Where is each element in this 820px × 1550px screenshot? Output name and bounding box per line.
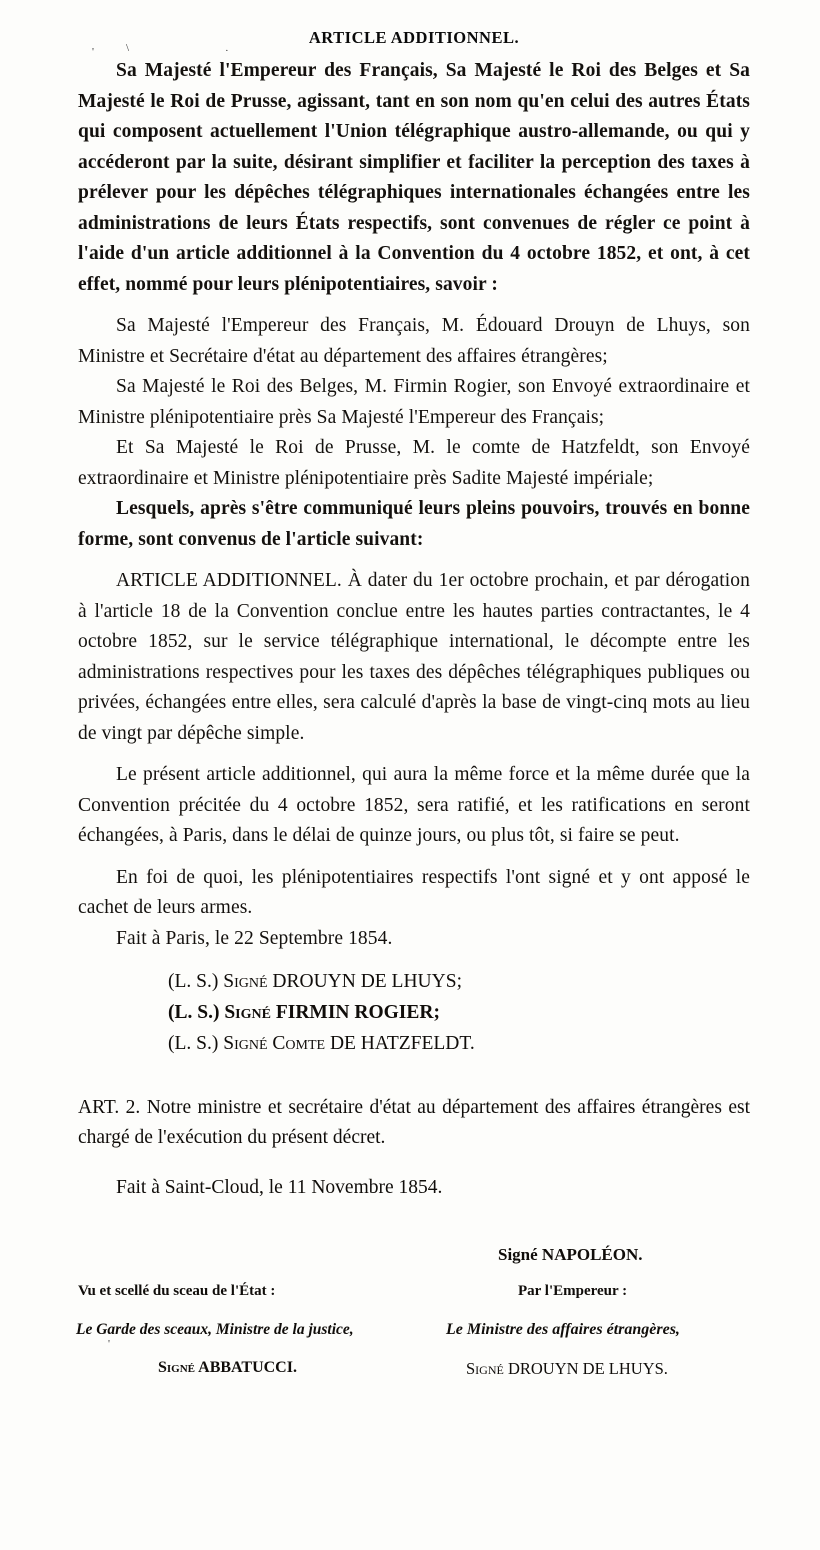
footer-garde-des-sceaux: Le Garde des sceaux, Ministre de la justice,: [76, 1320, 354, 1338]
paragraph-plenipotentiary-france: Sa Majesté l'Empereur des Français, M. Édouard Drouyn de Lhuys, son Ministre et Secrétaire d'état au département des affaires étrangères;: [78, 315, 750, 367]
page-title: ARTICLE ADDITIONNEL.: [308, 28, 520, 47]
footer-par-empereur: Par l'Empereur :: [518, 1282, 628, 1299]
footer-signed-napoleon: Signé NAPOLÉON.: [498, 1244, 643, 1264]
paragraph-present-article: Le présent article additionnel, qui aura la même force et la même durée que la Convention précitée du 4 octobre 1852, sera ratifié, et les ratifications en seront échangées, à Paris, dans le délai de quinze jours, ou plus tôt, si faire se peut.: [78, 764, 750, 846]
signature-hatzfeldt: (L. S.) Signé Comte DE HATZFELDT.: [168, 1033, 475, 1054]
paragraph-lesquels: Lesquels, après s'être communiqué leurs pleins pouvoirs, trouvés en bonne forme, sont convenus de l'article suivant:: [78, 498, 750, 550]
paragraph-fait-saint-cloud: Fait à Saint-Cloud, le 11 Novembre 1854.: [116, 1176, 443, 1198]
paragraph-preamble: Sa Majesté l'Empereur des Français, Sa Majesté le Roi des Belges et Sa Majesté le Roi de Prusse, agissant, tant en son nom qu'en celui des autres États qui composent actuellement l'Union télégraphique austro-allemande, ou qui y accéderont par la suite, désirant simplifier et faciliter la perception des taxes à prélever pour les dépêches télégraphiques internationales échangées entre les administrations de leurs États respectifs, sont convenues de régler ce point à l'aide d'un article additionnel à la Convention du 4 octobre 1852, et ont, à cet effet, nommé pour leurs plénipotentiaires, savoir :: [78, 60, 750, 295]
footer-signe-drouyn: Signé DROUYN DE LHUYS.: [466, 1358, 668, 1378]
paragraph-en-foi-de-quoi: En foi de quoi, les plénipotentiaires respectifs l'ont signé et y ont apposé le cachet de leurs armes.: [78, 866, 750, 918]
signature-rogier: (L. S.) Signé FIRMIN ROGIER;: [168, 1002, 440, 1023]
paragraph-plenipotentiary-belgium: Sa Majesté le Roi des Belges, M. Firmin Rogier, son Envoyé extraordinaire et Ministre plénipotentiaire près Sa Majesté l'Empereur des Français;: [78, 376, 750, 428]
margin-mark-3: ·: [225, 45, 229, 57]
document-footer: [78, 1245, 750, 1415]
scanned-text-column: [78, 28, 750, 1415]
signature-drouyn: (L. S.) Signé DROUYN DE LHUYS;: [168, 971, 462, 992]
paragraph-plenipotentiary-prussia: Et Sa Majesté le Roi de Prusse, M. le comte de Hatzfeldt, son Envoyé extraordinaire et Ministre plénipotentiaire près Sadite Majesté impériale;: [78, 437, 750, 489]
margin-mark-4: ': [108, 1338, 110, 1350]
margin-mark-1: ': [92, 46, 94, 58]
footer-ministre-affaires-etrangeres: Le Ministre des affaires étrangères,: [446, 1320, 680, 1338]
footer-vu-scelle: Vu et scellé du sceau de l'État :: [78, 1282, 276, 1299]
margin-mark-2: \: [126, 42, 130, 54]
paragraph-fait-a-paris: Fait à Paris, le 22 Septembre 1854.: [116, 927, 393, 949]
paragraph-article-additionnel: ARTICLE ADDITIONNEL. À dater du 1er octobre prochain, et par dérogation à l'article 18 de la Convention conclue entre les hautes parties contractantes, le 4 octobre 1852, sur le service télégraphique international, le décompte entre les administrations respectives pour les taxes des dépêches télégraphiques publiques ou privées, échangées entre elles, sera calculé d'après la base de vingt-cinq mots au lieu de vingt par dépêche simple.: [78, 570, 750, 744]
signature-block: [78, 966, 750, 1059]
footer-signe-abbatucci: Signé ABBATUCCI.: [158, 1358, 297, 1376]
paragraph-article-2: ART. 2. Notre ministre et secrétaire d'état au département des affaires étrangères est chargé de l'exécution du présent décret.: [78, 1097, 750, 1148]
